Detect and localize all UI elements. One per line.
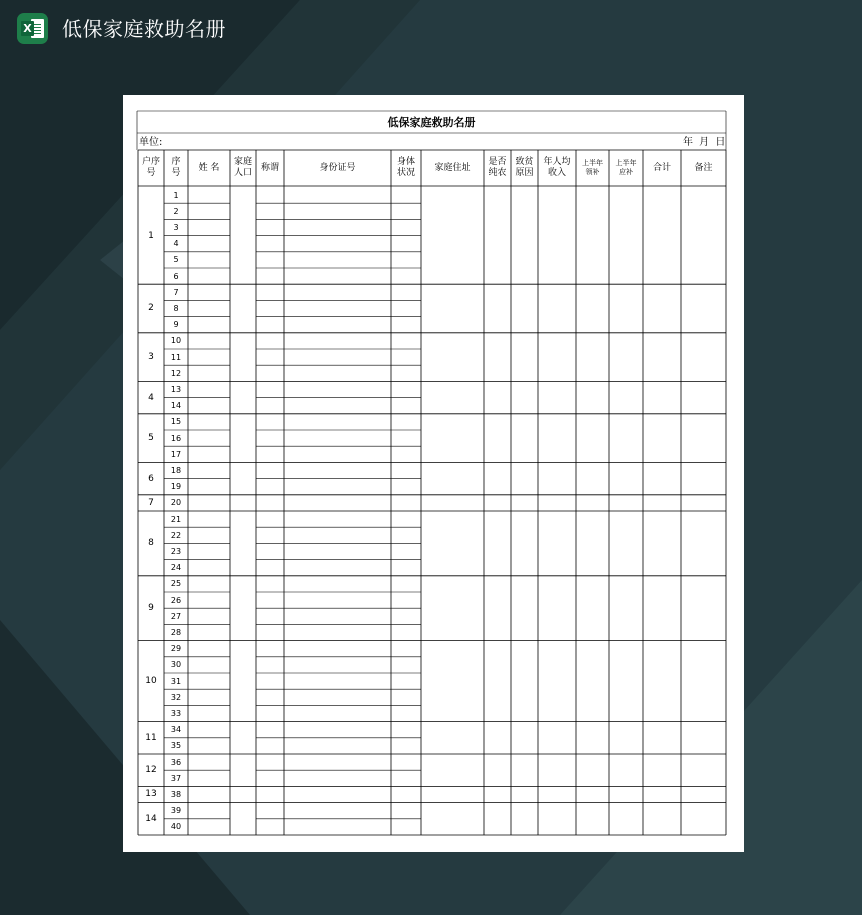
member-number: 3 <box>173 222 179 232</box>
household-number: 12 <box>145 765 157 776</box>
member-number: 10 <box>170 336 182 346</box>
member-number: 4 <box>173 239 179 249</box>
household-number: 4 <box>148 392 154 403</box>
household-number: 3 <box>148 352 154 363</box>
column-header: 合计 <box>652 162 671 173</box>
member-number: 18 <box>170 465 182 475</box>
member-number: 11 <box>170 352 182 362</box>
column-header: 序 号 <box>171 157 181 178</box>
household-number: 11 <box>145 732 157 743</box>
member-number: 15 <box>170 417 182 427</box>
member-number: 14 <box>170 401 182 411</box>
member-number: 37 <box>170 773 182 783</box>
member-number: 16 <box>170 433 182 443</box>
household-number: 9 <box>148 603 154 614</box>
member-number: 32 <box>170 692 182 702</box>
member-number: 8 <box>173 303 179 313</box>
column-header: 家庭 人口 <box>233 157 252 178</box>
column-header: 上半年 领补 <box>582 159 603 176</box>
household-number: 10 <box>145 676 157 687</box>
member-number: 26 <box>170 595 182 605</box>
member-number: 39 <box>170 806 182 816</box>
member-number: 38 <box>170 789 182 799</box>
column-header: 姓 名 <box>198 162 220 173</box>
member-number: 21 <box>170 514 182 524</box>
sheet-title: 低保家庭救助名册 <box>387 116 476 129</box>
unit-label: 单位: <box>139 137 163 148</box>
column-header: 身份证号 <box>319 162 356 173</box>
member-number: 12 <box>170 368 182 378</box>
member-number: 2 <box>173 206 179 216</box>
member-number: 28 <box>170 627 182 637</box>
member-number: 6 <box>173 271 179 281</box>
app-title: 低保家庭救助名册 <box>62 17 226 41</box>
member-number: 30 <box>170 660 182 670</box>
household-number: 7 <box>148 497 154 508</box>
household-number: 14 <box>145 813 157 824</box>
member-number: 31 <box>170 676 182 686</box>
household-number: 13 <box>145 789 157 800</box>
excel-icon: X <box>17 13 48 44</box>
member-number: 25 <box>170 579 182 589</box>
column-header: 致贫 原因 <box>515 157 534 178</box>
household-number: 2 <box>148 303 154 314</box>
column-header: 是否 纯农 <box>488 157 507 178</box>
household-number: 6 <box>148 473 154 484</box>
member-number: 1 <box>173 190 179 200</box>
household-number: 5 <box>148 433 154 444</box>
member-number: 29 <box>170 644 182 654</box>
column-header: 上半年 应补 <box>615 159 637 176</box>
column-header: 家庭住址 <box>434 162 471 173</box>
member-number: 5 <box>173 255 179 265</box>
date-label: 年 月 日 <box>683 137 726 148</box>
member-number: 34 <box>170 725 182 735</box>
member-number: 22 <box>170 530 182 540</box>
member-number: 19 <box>170 482 182 492</box>
member-number: 36 <box>170 757 182 767</box>
member-number: 17 <box>170 449 182 459</box>
member-number: 9 <box>173 320 179 330</box>
member-number: 23 <box>170 546 182 556</box>
member-number: 27 <box>170 611 182 621</box>
household-number: 8 <box>148 538 154 549</box>
column-header: 年人均 收入 <box>543 157 571 178</box>
member-number: 20 <box>170 498 182 508</box>
member-number: 33 <box>170 708 182 718</box>
member-number: 24 <box>170 563 182 573</box>
household-number: 1 <box>148 230 154 241</box>
column-header: 备注 <box>694 162 713 173</box>
member-number: 35 <box>170 741 182 751</box>
column-header: 身体 状况 <box>396 157 415 178</box>
column-header: 称谓 <box>260 162 279 173</box>
member-number: 40 <box>170 822 182 832</box>
column-header: 户序 号 <box>141 157 160 178</box>
member-number: 13 <box>170 384 182 394</box>
member-number: 7 <box>173 287 179 297</box>
